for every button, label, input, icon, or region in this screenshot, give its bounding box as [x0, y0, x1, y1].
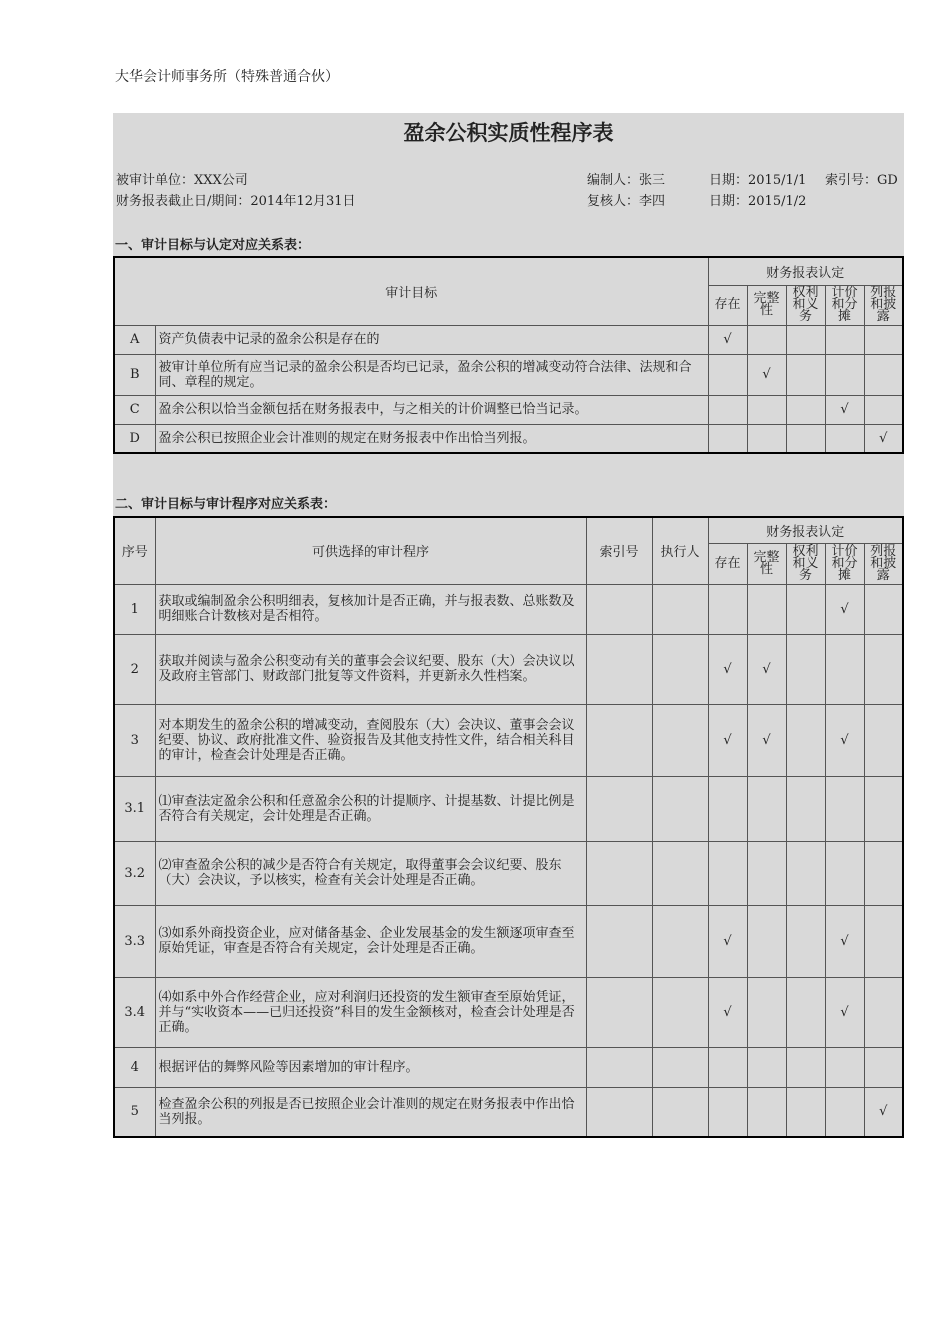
procedure-seq: 1 — [114, 584, 155, 634]
check-mark — [864, 905, 903, 977]
table-row — [114, 704, 903, 776]
reviewer-date: 日期：2015/1/2 — [709, 194, 807, 209]
check-mark — [786, 776, 825, 841]
goal-id: A — [114, 325, 155, 354]
table-row — [114, 424, 903, 453]
check-mark: √ — [825, 905, 864, 977]
check-mark — [864, 704, 903, 776]
check-mark — [747, 776, 786, 841]
procedure-executor — [652, 1087, 708, 1137]
procedure-seq: 3.4 — [114, 977, 155, 1047]
assertion-existence: 存在 — [708, 543, 747, 584]
procedure-header: 可供选择的审计程序 — [155, 517, 586, 584]
check-mark — [864, 977, 903, 1047]
check-mark: √ — [708, 634, 747, 704]
procedure-text: 根据评估的舞弊风险等因素增加的审计程序。 — [155, 1047, 586, 1087]
check-mark — [747, 905, 786, 977]
check-mark — [708, 1047, 747, 1087]
procedure-text: ⑵审查盈余公积的减少是否符合有关规定，取得董事会会议纪要、股东（大）会决议，予以核实，检查有关会计处理是否正确。 — [155, 841, 586, 905]
procedure-executor — [652, 776, 708, 841]
check-mark — [786, 1047, 825, 1087]
check-mark — [747, 395, 786, 424]
procedure-ref — [586, 905, 652, 977]
check-mark: √ — [825, 704, 864, 776]
assertion-header: 财务报表认定 — [708, 257, 903, 285]
section2-title: 二、审计目标与审计程序对应关系表： — [115, 497, 337, 512]
check-mark: √ — [825, 584, 864, 634]
check-mark — [864, 325, 903, 354]
check-mark — [786, 1087, 825, 1137]
assertion-rights: 权利和义务 — [786, 285, 825, 325]
assertion-rights: 权利和义务 — [786, 543, 825, 584]
procedure-seq: 4 — [114, 1047, 155, 1087]
period-label: 财务报表截止日/期间：2014年12月31日 — [116, 194, 356, 209]
check-mark — [825, 634, 864, 704]
check-mark — [825, 1087, 864, 1137]
check-mark — [786, 424, 825, 453]
table-row — [114, 841, 903, 905]
check-mark — [825, 1047, 864, 1087]
section1-title: 一、审计目标与认定对应关系表： — [115, 238, 311, 253]
check-mark — [864, 354, 903, 395]
procedure-ref — [586, 1047, 652, 1087]
procedure-seq: 3.3 — [114, 905, 155, 977]
check-mark — [786, 584, 825, 634]
check-mark: √ — [747, 354, 786, 395]
procedure-executor — [652, 634, 708, 704]
goal-id: B — [114, 354, 155, 395]
procedure-executor — [652, 1047, 708, 1087]
assertion-existence: 存在 — [708, 285, 747, 325]
procedure-text: 对本期发生的盈余公积的增减变动，查阅股东（大）会决议、董事会会议纪要、协议、政府批准文件、验资报告及其他支持性文件，结合相关科目的审计，检查会计处理是否正确。 — [155, 704, 586, 776]
check-mark — [747, 584, 786, 634]
assertion-header: 财务报表认定 — [708, 517, 903, 543]
procedure-seq: 3.2 — [114, 841, 155, 905]
entity-label: 被审计单位：XXX公司 — [116, 173, 248, 188]
check-mark: √ — [708, 325, 747, 354]
check-mark — [864, 584, 903, 634]
check-mark — [864, 395, 903, 424]
check-mark — [825, 841, 864, 905]
procedure-ref — [586, 634, 652, 704]
check-mark: √ — [825, 977, 864, 1047]
table-row — [114, 905, 903, 977]
preparer-label: 编制人：张三 — [587, 173, 666, 188]
check-mark — [825, 325, 864, 354]
procedure-executor — [652, 905, 708, 977]
table-row — [114, 354, 903, 395]
check-mark — [708, 776, 747, 841]
check-mark — [708, 1087, 747, 1137]
check-mark: √ — [864, 1087, 903, 1137]
firm-name: 大华会计师事务所（特殊普通合伙） — [115, 69, 339, 85]
procedure-executor — [652, 584, 708, 634]
check-mark: √ — [708, 977, 747, 1047]
check-mark — [786, 905, 825, 977]
procedure-seq: 3.1 — [114, 776, 155, 841]
procedure-executor — [652, 704, 708, 776]
worksheet — [113, 113, 904, 1138]
check-mark — [786, 841, 825, 905]
check-mark — [864, 634, 903, 704]
procedure-text: 检查盈余公积的列报是否已按照企业会计准则的规定在财务报表中作出恰当列报。 — [155, 1087, 586, 1137]
check-mark — [864, 776, 903, 841]
check-mark: √ — [864, 424, 903, 453]
table-row — [114, 977, 903, 1047]
preparer-date: 日期：2015/1/1 — [709, 173, 807, 188]
goal-text: 盈余公积以恰当金额包括在财务报表中，与之相关的计价调整已恰当记录。 — [155, 395, 708, 424]
goal-text: 被审计单位所有应当记录的盈余公积是否均已记录，盈余公积的增减变动符合法律、法规和合同、章程的规定。 — [155, 354, 708, 395]
table-row — [114, 1087, 903, 1137]
goal-text: 盈余公积已按照企业会计准则的规定在财务报表中作出恰当列报。 — [155, 424, 708, 453]
procedure-ref — [586, 841, 652, 905]
check-mark — [786, 325, 825, 354]
check-mark — [786, 634, 825, 704]
procedure-table — [113, 516, 904, 1138]
assertion-completeness: 完整性 — [747, 285, 786, 325]
check-mark — [864, 1047, 903, 1087]
check-mark — [708, 395, 747, 424]
seq-header: 序号 — [114, 517, 155, 584]
goal-header: 审计目标 — [114, 257, 708, 325]
check-mark — [747, 325, 786, 354]
check-mark — [747, 841, 786, 905]
check-mark — [786, 395, 825, 424]
check-mark: √ — [747, 704, 786, 776]
executor-header: 执行人 — [652, 517, 708, 584]
goal-text: 资产负债表中记录的盈余公积是存在的 — [155, 325, 708, 354]
procedure-text: ⑷如系中外合作经营企业，应对利润归还投资的发生额审查至原始凭证，并与“实收资本——已归还投资”科目的发生金额核对，检查会计处理是否正确。 — [155, 977, 586, 1047]
check-mark — [747, 424, 786, 453]
table-row — [114, 1047, 903, 1087]
assertion-presentation: 列报和披露 — [864, 543, 903, 584]
index-label: 索引号：GD — [825, 173, 898, 188]
check-mark — [708, 841, 747, 905]
check-mark — [708, 584, 747, 634]
check-mark: √ — [708, 905, 747, 977]
procedure-executor — [652, 977, 708, 1047]
check-mark — [825, 424, 864, 453]
table-row — [114, 584, 903, 634]
procedure-text: 获取并阅读与盈余公积变动有关的董事会会议纪要、股东（大）会决议以及政府主管部门、财政部门批复等文件资料，并更新永久性档案。 — [155, 634, 586, 704]
procedure-ref — [586, 704, 652, 776]
procedure-text: ⑶如系外商投资企业，应对储备基金、企业发展基金的发生额逐项审查至原始凭证，审查是否符合有关规定，会计处理是否正确。 — [155, 905, 586, 977]
assertion-valuation: 计价和分摊 — [825, 543, 864, 584]
check-mark — [825, 776, 864, 841]
check-mark — [708, 424, 747, 453]
ref-header: 索引号 — [586, 517, 652, 584]
procedure-seq: 2 — [114, 634, 155, 704]
reviewer-label: 复核人：李四 — [587, 194, 666, 209]
procedure-ref — [586, 776, 652, 841]
assertion-presentation: 列报和披露 — [864, 285, 903, 325]
goal-id: D — [114, 424, 155, 453]
assertion-completeness: 完整性 — [747, 543, 786, 584]
table-row — [114, 325, 903, 354]
check-mark: √ — [747, 634, 786, 704]
procedure-text: ⑴审查法定盈余公积和任意盈余公积的计提顺序、计提基数、计提比例是否符合有关规定，会计处理是否正确。 — [155, 776, 586, 841]
procedure-ref — [586, 1087, 652, 1137]
procedure-text: 获取或编制盈余公积明细表，复核加计是否正确，并与报表数、总账数及明细账合计数核对是否相符。 — [155, 584, 586, 634]
table-row — [114, 634, 903, 704]
check-mark — [786, 354, 825, 395]
check-mark: √ — [708, 704, 747, 776]
goal-id: C — [114, 395, 155, 424]
assertion-table — [113, 256, 904, 454]
procedure-executor — [652, 841, 708, 905]
page-title: 盈余公积实质性程序表 — [403, 120, 614, 145]
check-mark — [708, 354, 747, 395]
procedure-seq: 5 — [114, 1087, 155, 1137]
table-row — [114, 395, 903, 424]
check-mark — [864, 841, 903, 905]
check-mark — [747, 1087, 786, 1137]
check-mark — [786, 704, 825, 776]
procedure-ref — [586, 977, 652, 1047]
check-mark — [786, 977, 825, 1047]
procedure-seq: 3 — [114, 704, 155, 776]
check-mark: √ — [825, 395, 864, 424]
assertion-valuation: 计价和分摊 — [825, 285, 864, 325]
check-mark — [825, 354, 864, 395]
check-mark — [747, 977, 786, 1047]
check-mark — [747, 1047, 786, 1087]
procedure-ref — [586, 584, 652, 634]
table-row — [114, 776, 903, 841]
